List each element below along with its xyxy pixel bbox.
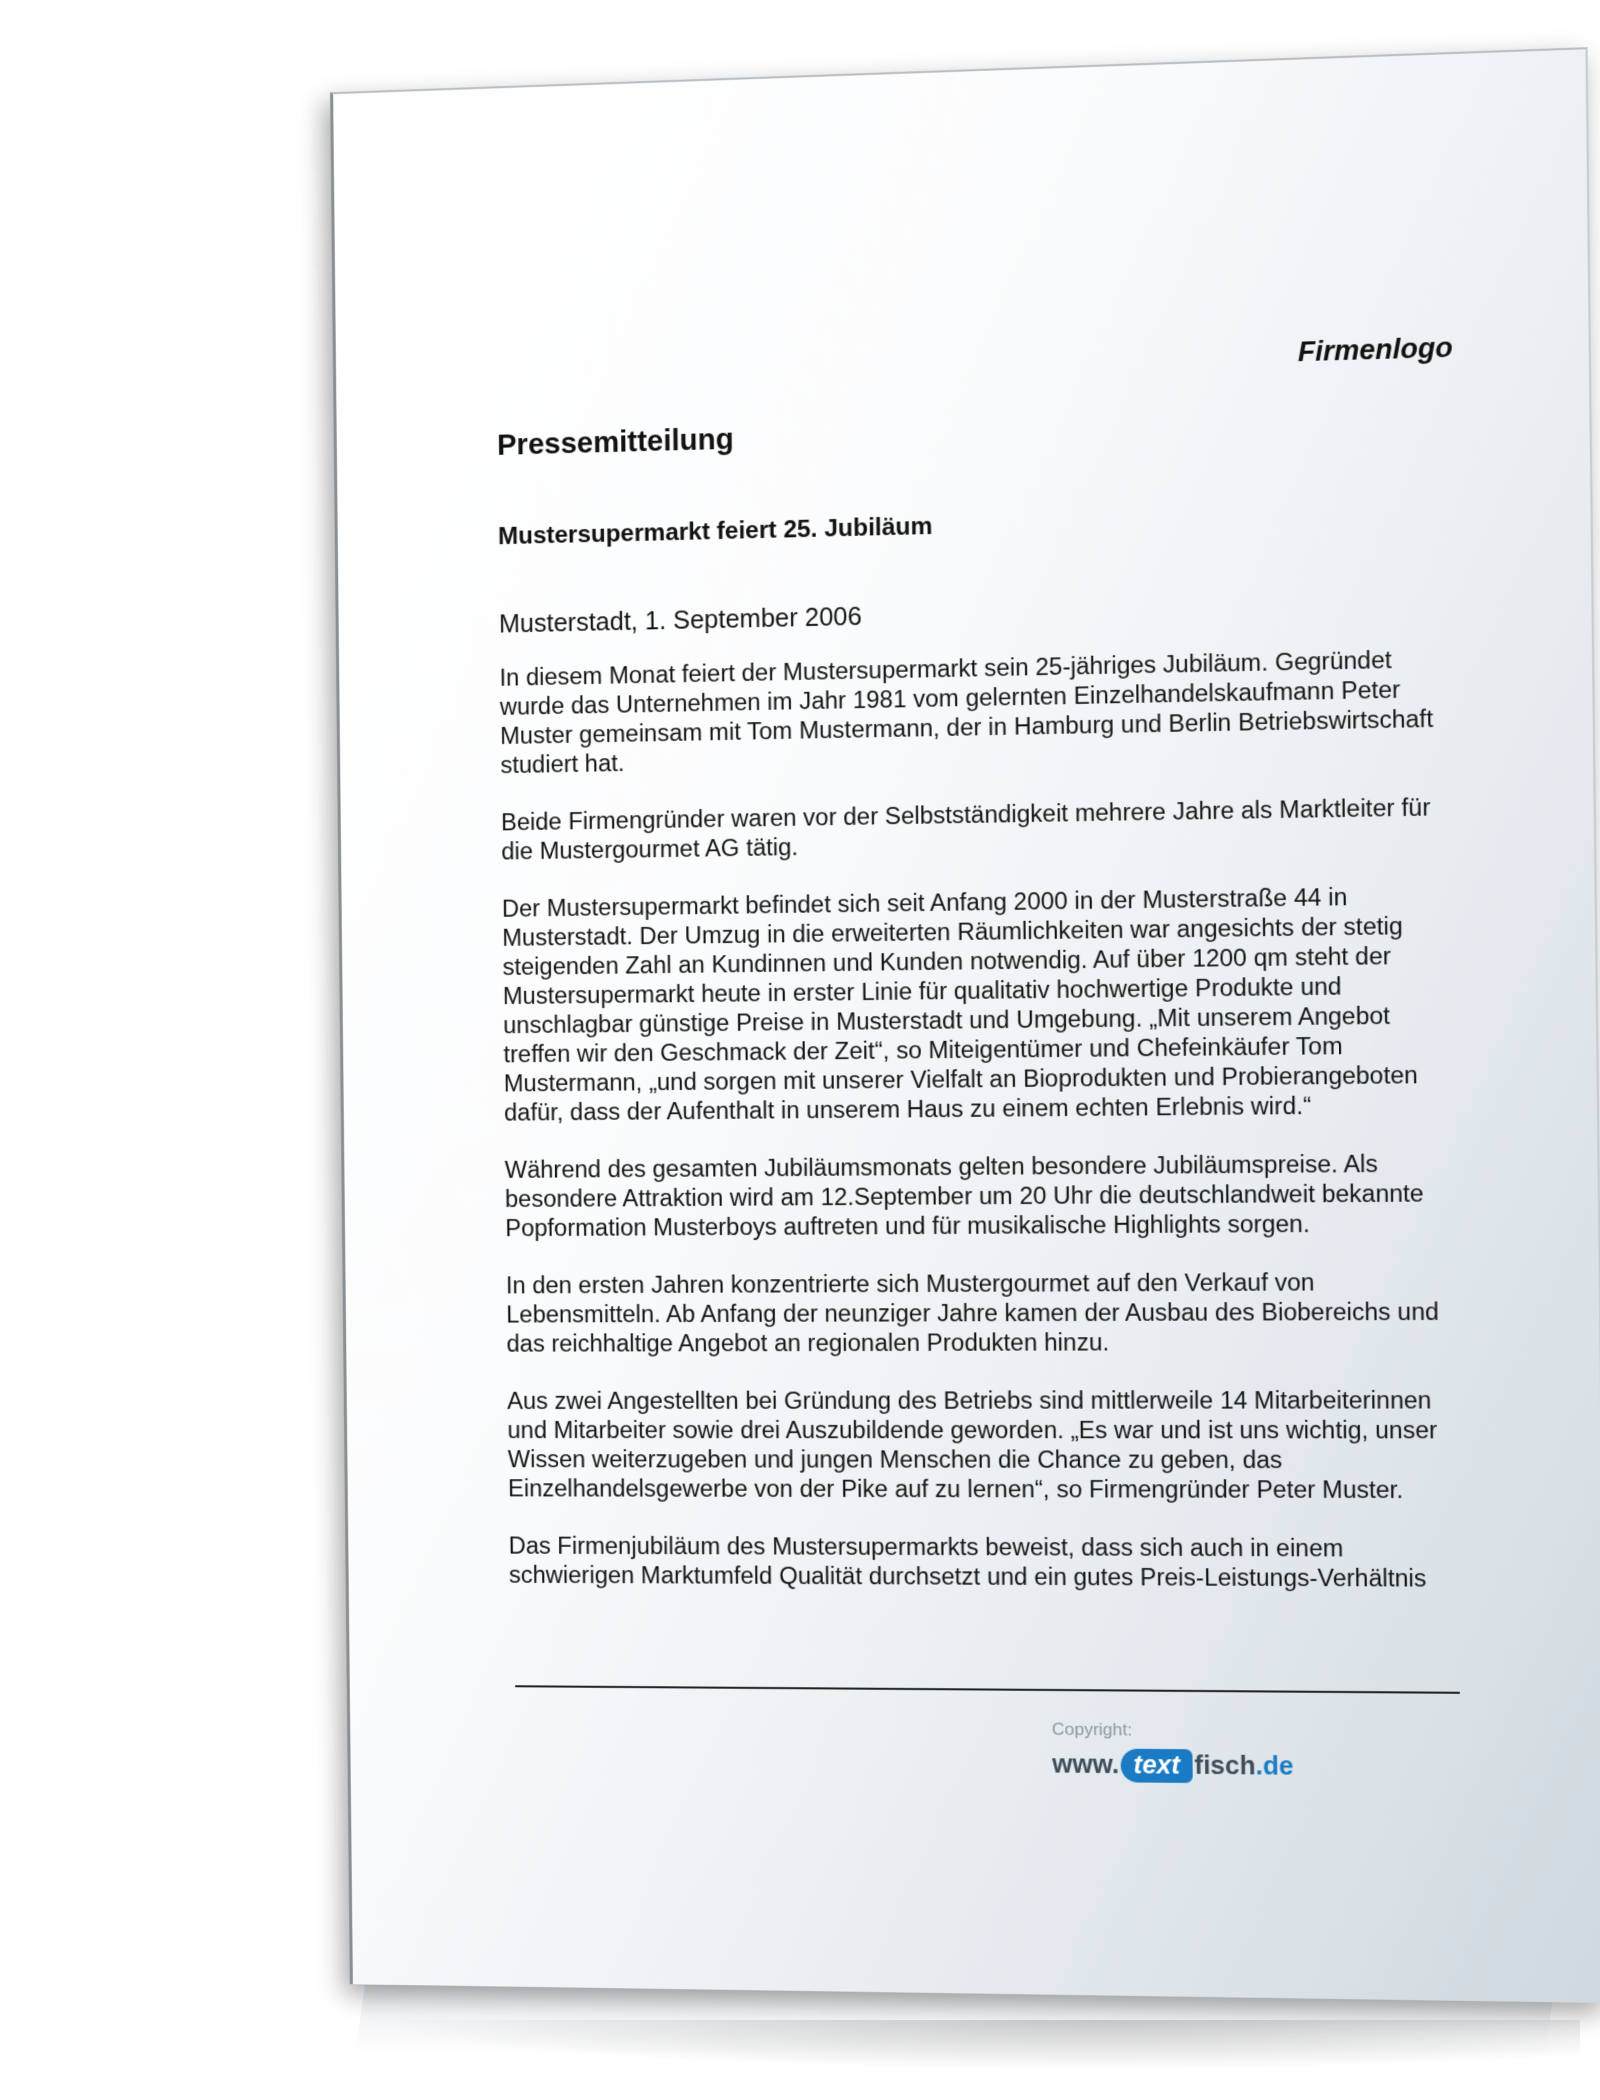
textfisch-logo [1052, 1748, 1294, 1784]
paragraph: Der Mustersupermarkt befindet sich seit Anfang 2000 in der Musterstraße 44 in Musterstadt. Der Umzug in die erweiterten Räumlichkeiten war angesichts der stetig steigenden Zahl an Kundinnen und Kunden notwendig. Auf über 1200 qm steht der Mustersupermarkt heute in erster Linie für qualitativ hochwertige Produkte und unschlagbar günstige Preise in Musterstadt und Umgebung. „Mit unserem Angebot treffen wir den Geschmack der Zeit“, so Miteigentümer und Chefeinkäufer Tom Mustermann, „und sorgen mit unserer Vielfalt an Bioprodukten und Probierangeboten dafür, dass der Aufenthalt in unserem Haus zu einem echten Erlebnis wird.“ [501, 883, 1418, 1126]
paragraph: Beide Firmengründer waren vor der Selbstständigkeit mehrere Jahre als Marktleiter für die Mustergourmet AG tätig. [500, 793, 1431, 865]
paragraph: In den ersten Jahren konzentrierte sich Mustergourmet auf den Verkauf von Lebensmitteln. Ab Anfang der neunziger Jahre kamen der Ausbau des Biobereichs und das reichhaltige Angebot an regionalen Produkten hinzu. [505, 1268, 1439, 1357]
brand-suffix: fisch [1194, 1751, 1256, 1781]
document-title: Pressemitteilung [496, 423, 734, 462]
brand-tld: .de [1255, 1751, 1294, 1781]
document-body [499, 590, 1470, 1623]
paragraph: In diesem Monat feiert der Mustersupermarkt sein 25-jähriges Jubiläum. Gegründet wurde das Unternehmen im Jahr 1981 vom gelernten Einzelhandelskaufmann Peter Muster gemeinsam mit Tom Mustermann, der in Hamburg und Berlin Betriebswirtschaft studiert hat. [499, 646, 1434, 779]
fish-icon: text [1121, 1749, 1193, 1783]
footer-divider [515, 1685, 1460, 1694]
document-page [330, 47, 1600, 2003]
copyright-label: Copyright: [1051, 1719, 1133, 1740]
company-logo-placeholder: Firmenlogo [1297, 332, 1453, 368]
paragraph: Das Firmenjubiläum des Mustersupermarkts beweist, dass sich auch in einem schwierigen Marktumfeld Qualität durchsetzt und ein gutes Preis-Leistungs-Verhältnis [508, 1532, 1427, 1592]
paragraph: Während des gesamten Jubiläumsmonats gelten besondere Jubiläumspreise. Als besondere Attraktion wird am 12.September um 20 Uhr die deutschlandweit bekannte Popformation Musterboys auftreten und für musikalische Highlights sorgen. [504, 1150, 1424, 1242]
press-headline: Mustersupermarkt feiert 25. Jubiläum [497, 512, 933, 551]
brand-prefix: www. [1052, 1750, 1120, 1780]
document-preview [330, 47, 1600, 2001]
paragraph: Aus zwei Angestellten bei Gründung des Betriebs sind mittlerweile 14 Mitarbeiterinnen und Mitarbeiter sowie drei Auszubildende geworden. „Es war und ist uns wichtig, unser Wissen weiterzugeben und jungen Menschen die Chance zu geben, das Einzelhandelsgewerbe von der Pike auf zu lernen“, so Firmengründer Peter Muster. [507, 1386, 1438, 1504]
dateline: Musterstadt, 1. September 2006 [498, 602, 862, 639]
